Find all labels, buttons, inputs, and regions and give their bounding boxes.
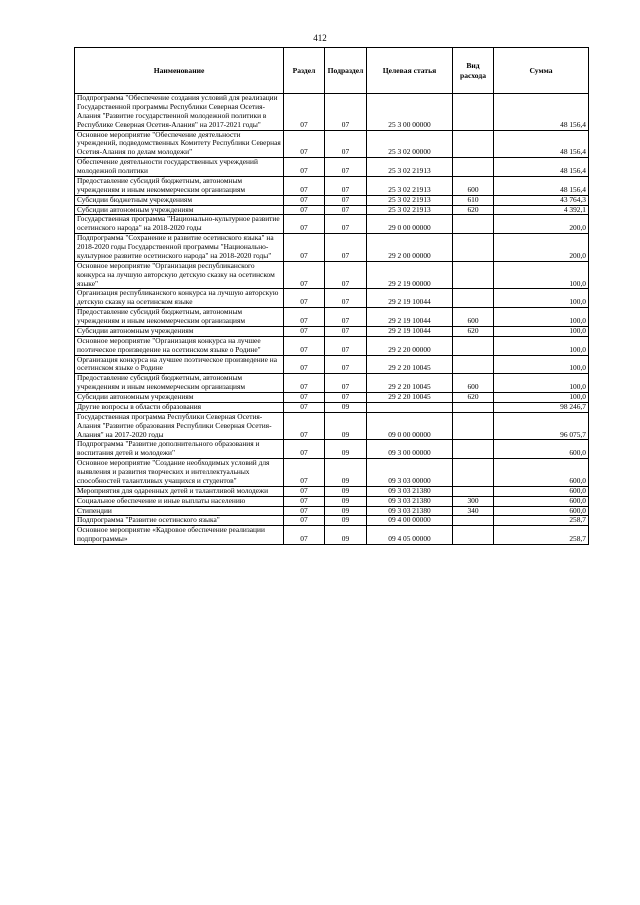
row-subsection: 07 [325, 94, 367, 131]
table-row [75, 289, 589, 308]
row-section: 07 [284, 205, 325, 215]
row-name: Стипендии [75, 506, 284, 516]
row-target: 29 2 19 00000 [367, 261, 453, 289]
row-amount: 100,0 [494, 261, 589, 289]
row-expense-type [453, 336, 494, 355]
row-expense-type: 600 [453, 176, 494, 195]
row-expense-type [453, 486, 494, 496]
row-target [367, 402, 453, 412]
row-section: 07 [284, 506, 325, 516]
row-amount: 98 246,7 [494, 402, 589, 412]
row-name: Подпрограмма "Развитие осетинского языка" [75, 516, 284, 526]
row-subsection: 07 [325, 130, 367, 158]
row-section: 07 [284, 412, 325, 440]
row-amount: 600,0 [494, 496, 589, 506]
row-subsection: 07 [325, 234, 367, 262]
row-section: 07 [284, 355, 325, 374]
row-name: Обеспечение деятельности государственных учреждений молодежной политики [75, 158, 284, 177]
row-expense-type: 300 [453, 496, 494, 506]
header-section: Раздел [284, 48, 325, 94]
row-name: Субсидии автономным учреждениям [75, 393, 284, 403]
row-target: 25 3 02 21913 [367, 176, 453, 195]
row-amount: 258,7 [494, 516, 589, 526]
row-section: 07 [284, 336, 325, 355]
row-name: Другие вопросы в области образования [75, 402, 284, 412]
row-section: 07 [284, 486, 325, 496]
row-amount: 48 156,4 [494, 94, 589, 131]
row-expense-type [453, 355, 494, 374]
row-name: Мероприятия для одаренных детей и талантливой молодежи [75, 486, 284, 496]
row-subsection: 07 [325, 336, 367, 355]
row-name: Подпрограмма "Сохранение и развитие осетинского языка" на 2018-2020 годы Государственной программы "Национально-культурное развитие осетинского народа" на 2018-2020 годы" [75, 234, 284, 262]
row-name: Субсидии автономным учреждениям [75, 205, 284, 215]
row-name: Подпрограмма "Развитие дополнительного образования и воспитания детей и молодежи" [75, 440, 284, 459]
row-target: 09 3 03 21380 [367, 496, 453, 506]
row-target: 25 3 02 21913 [367, 195, 453, 205]
row-amount: 600,0 [494, 459, 589, 487]
row-expense-type [453, 215, 494, 234]
table-row [75, 526, 589, 545]
table-row [75, 308, 589, 327]
header-amount: Сумма [494, 48, 589, 94]
row-target: 25 3 02 00000 [367, 130, 453, 158]
row-subsection: 09 [325, 402, 367, 412]
row-subsection: 09 [325, 526, 367, 545]
table-row [75, 402, 589, 412]
row-amount: 48 156,4 [494, 158, 589, 177]
row-subsection: 07 [325, 215, 367, 234]
table-row [75, 459, 589, 487]
row-amount: 200,0 [494, 234, 589, 262]
row-target: 29 2 19 10044 [367, 308, 453, 327]
row-name: Основное мероприятие "Создание необходимых условий для выявления и развития творческих и интеллектуальных способностей талантливых учащихся и студентов" [75, 459, 284, 487]
table-row [75, 195, 589, 205]
row-amount: 4 392,1 [494, 205, 589, 215]
row-target: 29 2 20 10045 [367, 374, 453, 393]
row-amount: 600,0 [494, 506, 589, 516]
row-subsection: 07 [325, 158, 367, 177]
table-row [75, 496, 589, 506]
row-section: 07 [284, 393, 325, 403]
row-name: Организация республиканского конкурса на лучшую авторскую детскую сказку на осетинском языке [75, 289, 284, 308]
row-section: 07 [284, 195, 325, 205]
row-subsection: 07 [325, 289, 367, 308]
row-amount: 96 075,7 [494, 412, 589, 440]
row-name: Основное мероприятие "Организация конкурса на лучшее поэтическое произведение на осетинском языке о Родине" [75, 336, 284, 355]
row-target: 29 2 19 10044 [367, 289, 453, 308]
row-expense-type [453, 234, 494, 262]
row-subsection: 07 [325, 205, 367, 215]
row-subsection: 09 [325, 496, 367, 506]
row-target: 25 3 00 00000 [367, 94, 453, 131]
row-target: 09 3 03 21380 [367, 506, 453, 516]
row-section: 07 [284, 459, 325, 487]
row-target: 09 3 03 21380 [367, 486, 453, 496]
row-subsection: 07 [325, 374, 367, 393]
row-expense-type [453, 402, 494, 412]
row-subsection: 07 [325, 195, 367, 205]
budget-table [74, 47, 589, 545]
row-subsection: 07 [325, 308, 367, 327]
row-section: 07 [284, 374, 325, 393]
header-target: Целевая статья [367, 48, 453, 94]
row-section: 07 [284, 516, 325, 526]
row-section: 07 [284, 176, 325, 195]
row-expense-type [453, 130, 494, 158]
row-subsection: 09 [325, 506, 367, 516]
row-target: 25 3 02 21913 [367, 158, 453, 177]
row-amount: 100,0 [494, 289, 589, 308]
row-expense-type [453, 94, 494, 131]
row-expense-type: 620 [453, 393, 494, 403]
row-amount: 600,0 [494, 440, 589, 459]
row-name: Государственная программа "Национально-культурное развитие осетинского народа" на 2018-2020 годы [75, 215, 284, 234]
row-section: 07 [284, 496, 325, 506]
row-expense-type [453, 440, 494, 459]
row-amount: 48 156,4 [494, 176, 589, 195]
row-expense-type: 340 [453, 506, 494, 516]
header-subsection: Подраздел [325, 48, 367, 94]
table-row [75, 412, 589, 440]
row-amount: 100,0 [494, 374, 589, 393]
table-row [75, 158, 589, 177]
table-row [75, 176, 589, 195]
table-row [75, 355, 589, 374]
row-expense-type [453, 261, 494, 289]
row-section: 07 [284, 130, 325, 158]
row-subsection: 07 [325, 261, 367, 289]
row-target: 29 2 19 10044 [367, 326, 453, 336]
table-row [75, 234, 589, 262]
table-row [75, 215, 589, 234]
row-subsection: 07 [325, 393, 367, 403]
row-expense-type [453, 516, 494, 526]
table-row [75, 440, 589, 459]
row-target: 09 0 00 00000 [367, 412, 453, 440]
row-target: 29 2 20 10045 [367, 393, 453, 403]
row-name: Подпрограмма "Обеспечение создания условий для реализации Государственной программы Республики Северная Осетия-Алания "Развитие государственной молодежной политики в Республике Северная Осетия-Алания" на 2017-2021 годы" [75, 94, 284, 131]
row-target: 29 2 20 10045 [367, 355, 453, 374]
row-name: Основное мероприятие «Кадровое обеспечение реализации подпрограммы» [75, 526, 284, 545]
row-expense-type: 620 [453, 205, 494, 215]
row-expense-type [453, 412, 494, 440]
row-section: 07 [284, 234, 325, 262]
row-subsection: 09 [325, 516, 367, 526]
header-expense-type: Вид расхода [453, 48, 494, 94]
row-section: 07 [284, 440, 325, 459]
table-row [75, 94, 589, 131]
row-name: Субсидии автономным учреждениям [75, 326, 284, 336]
row-section: 07 [284, 308, 325, 327]
table-row [75, 374, 589, 393]
row-subsection: 07 [325, 355, 367, 374]
row-target: 09 3 03 00000 [367, 459, 453, 487]
row-expense-type: 610 [453, 195, 494, 205]
row-section: 07 [284, 215, 325, 234]
row-expense-type [453, 459, 494, 487]
row-name: Предоставление субсидий бюджетным, автономным учреждениям и иным некоммерческим организациям [75, 176, 284, 195]
row-expense-type [453, 526, 494, 545]
page-number: 412 [313, 33, 327, 43]
row-name: Субсидии бюджетным учреждениям [75, 195, 284, 205]
header-name: Наименование [75, 48, 284, 94]
row-section: 07 [284, 402, 325, 412]
row-subsection: 07 [325, 326, 367, 336]
row-name: Основное мероприятие "Организация республиканского конкурса на лучшую авторскую детскую сказку на осетинском языке" [75, 261, 284, 289]
row-target: 25 3 02 21913 [367, 205, 453, 215]
row-target: 09 3 00 00000 [367, 440, 453, 459]
row-name: Государственная программа Республики Северная Осетия-Алания "Развитие образования Республики Северная Осетия-Алания" на 2017-2020 годы [75, 412, 284, 440]
row-expense-type: 620 [453, 326, 494, 336]
row-expense-type: 600 [453, 374, 494, 393]
row-amount: 48 156,4 [494, 130, 589, 158]
row-name: Предоставление субсидий бюджетным, автономным учреждениям и иным некоммерческим организациям [75, 308, 284, 327]
row-name: Предоставление субсидий бюджетным, автономным учреждениям и иным некоммерческим организациям [75, 374, 284, 393]
row-amount: 43 764,3 [494, 195, 589, 205]
row-expense-type [453, 289, 494, 308]
table-header-row [75, 48, 589, 94]
row-target: 29 2 00 00000 [367, 234, 453, 262]
row-target: 29 0 00 00000 [367, 215, 453, 234]
row-name: Организация конкурса на лучшее поэтическое произведение на осетинском языке о Родине [75, 355, 284, 374]
row-subsection: 09 [325, 486, 367, 496]
row-subsection: 09 [325, 412, 367, 440]
table-row [75, 336, 589, 355]
table-row [75, 326, 589, 336]
row-section: 07 [284, 526, 325, 545]
table-row [75, 486, 589, 496]
row-amount: 100,0 [494, 336, 589, 355]
row-expense-type [453, 158, 494, 177]
row-amount: 100,0 [494, 355, 589, 374]
row-target: 29 2 20 00000 [367, 336, 453, 355]
row-amount: 100,0 [494, 308, 589, 327]
row-section: 07 [284, 326, 325, 336]
row-subsection: 07 [325, 176, 367, 195]
table-row [75, 261, 589, 289]
table-row [75, 393, 589, 403]
table-row [75, 130, 589, 158]
row-subsection: 09 [325, 459, 367, 487]
row-target: 09 4 05 00000 [367, 526, 453, 545]
row-amount: 200,0 [494, 215, 589, 234]
row-section: 07 [284, 94, 325, 131]
row-section: 07 [284, 158, 325, 177]
row-amount: 100,0 [494, 393, 589, 403]
row-amount: 600,0 [494, 486, 589, 496]
row-expense-type: 600 [453, 308, 494, 327]
row-name: Социальное обеспечение и иные выплаты населению [75, 496, 284, 506]
row-section: 07 [284, 261, 325, 289]
row-amount: 100,0 [494, 326, 589, 336]
row-amount: 258,7 [494, 526, 589, 545]
row-name: Основное мероприятие "Обеспечение деятельности учреждений, подведомственных Комитету Республики Северная Осетия-Алания по делам молодежи" [75, 130, 284, 158]
row-subsection: 09 [325, 440, 367, 459]
row-section: 07 [284, 289, 325, 308]
row-target: 09 4 00 00000 [367, 516, 453, 526]
